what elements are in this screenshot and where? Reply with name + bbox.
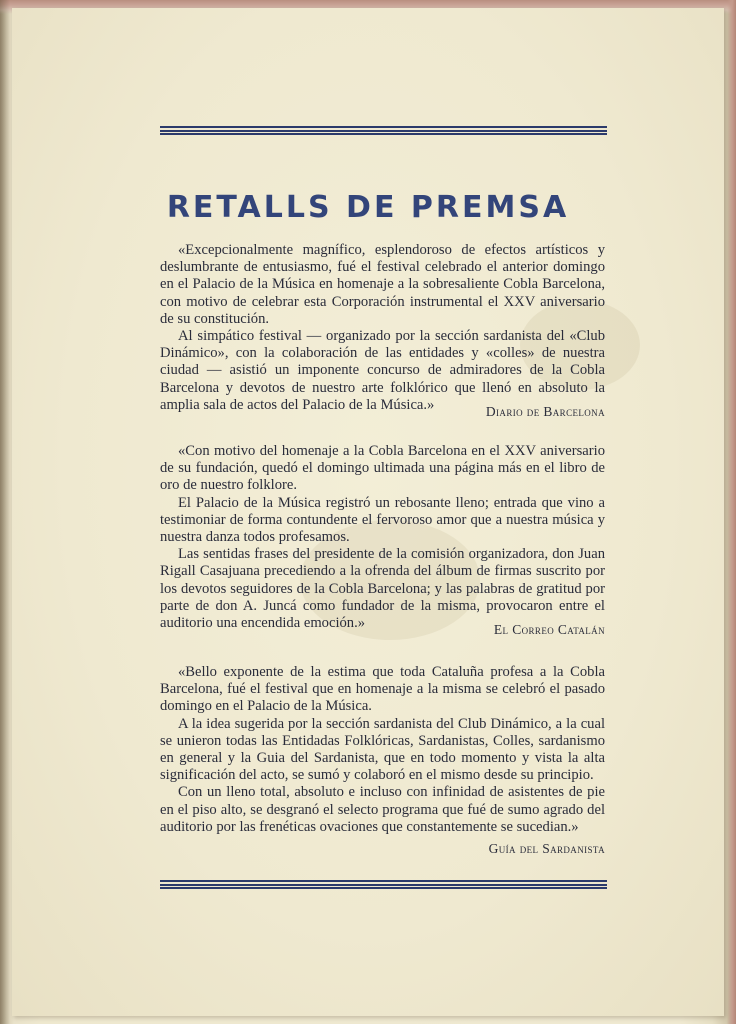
clipping-paragraph: «Con motivo del homenaje a la Cobla Barcelona en el XXV aniversario de su fundación, quedó el domingo ultimada una página más en el libro de oro de nuestro folklore. — [160, 443, 605, 494]
clipping-source-2: El Correo Catalán — [493, 622, 605, 637]
clipping-source-3: Guía del Sardanista — [488, 841, 605, 856]
back-cover-side — [727, 0, 736, 1024]
page-title: RETALLS DE PREMSA — [166, 190, 570, 225]
clipping-paragraph: Con un lleno total, absoluto e incluso con infinidad de asistentes de pie en el piso alto, se desgranó el selecto programa que fué de sumo agrado del auditorio por las frenéticas ovaciones que constantemente se sucedian.» — [160, 784, 605, 835]
press-clipping-2 — [160, 443, 605, 632]
clipping-paragraph: «Bello exponente de la estima que toda Cataluña profesa a la Cobla Barcelona, fué el festival que en homenaje a la misma se celebró el pasado domingo en el Palacio de la Música. — [160, 664, 605, 715]
press-clipping-1 — [160, 242, 605, 414]
clipping-paragraph: Al simpático festival — organizado por la sección sardanista del «Club Dinámico», con la colaboración de las entidades y «colles» de nuestra ciudad — asistió un imponente concurso de admiradores de la Cobla Barcelona y devotos de nuestro arte folklórico que llenó en absoluto la amplia sala de actos del Palacio de la Música.» — [160, 328, 605, 413]
clipping-paragraph: A la idea sugerida por la sección sardanista del Club Dinámico, a la cual se unieron todas las Entidadas Folklóricas, Sardanistas, Colles, sardanismo en general y la Guia del Sardanista, que en todo momento y vista la alta significación del acto, se sumó y colaboró en el mismo desde su principio. — [160, 715, 605, 784]
clipping-paragraph: «Excepcionalmente magnífico, esplendoroso de efectos artísticos y deslumbrante de entusiasmo, fué el festival celebrado el anterior domingo en el Palacio de la Música en homenaje a la sobresaliente Cobla Barcelona, con motivo de celebrar esta Corporación instrumental el XXV aniversario de su constitución. — [160, 242, 605, 327]
press-clipping-3 — [160, 664, 605, 836]
bottom-triple-rule — [160, 880, 607, 889]
top-triple-rule — [160, 126, 607, 135]
clipping-paragraph: El Palacio de la Música registró un rebosante lleno; entrada que vino a testimoniar de forma contundente el fervoroso amor que a nuestra música y nuestra danza todos profesamos. — [160, 494, 605, 546]
clipping-source-1: Diario de Barcelona — [485, 404, 605, 419]
clipping-paragraph: Las sentidas frases del presidente de la comisión organizadora, don Juan Rigall Casajuana precediendo a la ofrenda del álbum de firmas suscrito por los devotos seguidores de la Cobla Barcelona; y las palabras de gratitud por parte de don A. Juncá como fundador de la misma, provocaron entre el auditorio una encendida emoción.» — [160, 546, 605, 632]
spine-shadow — [0, 0, 10, 1024]
